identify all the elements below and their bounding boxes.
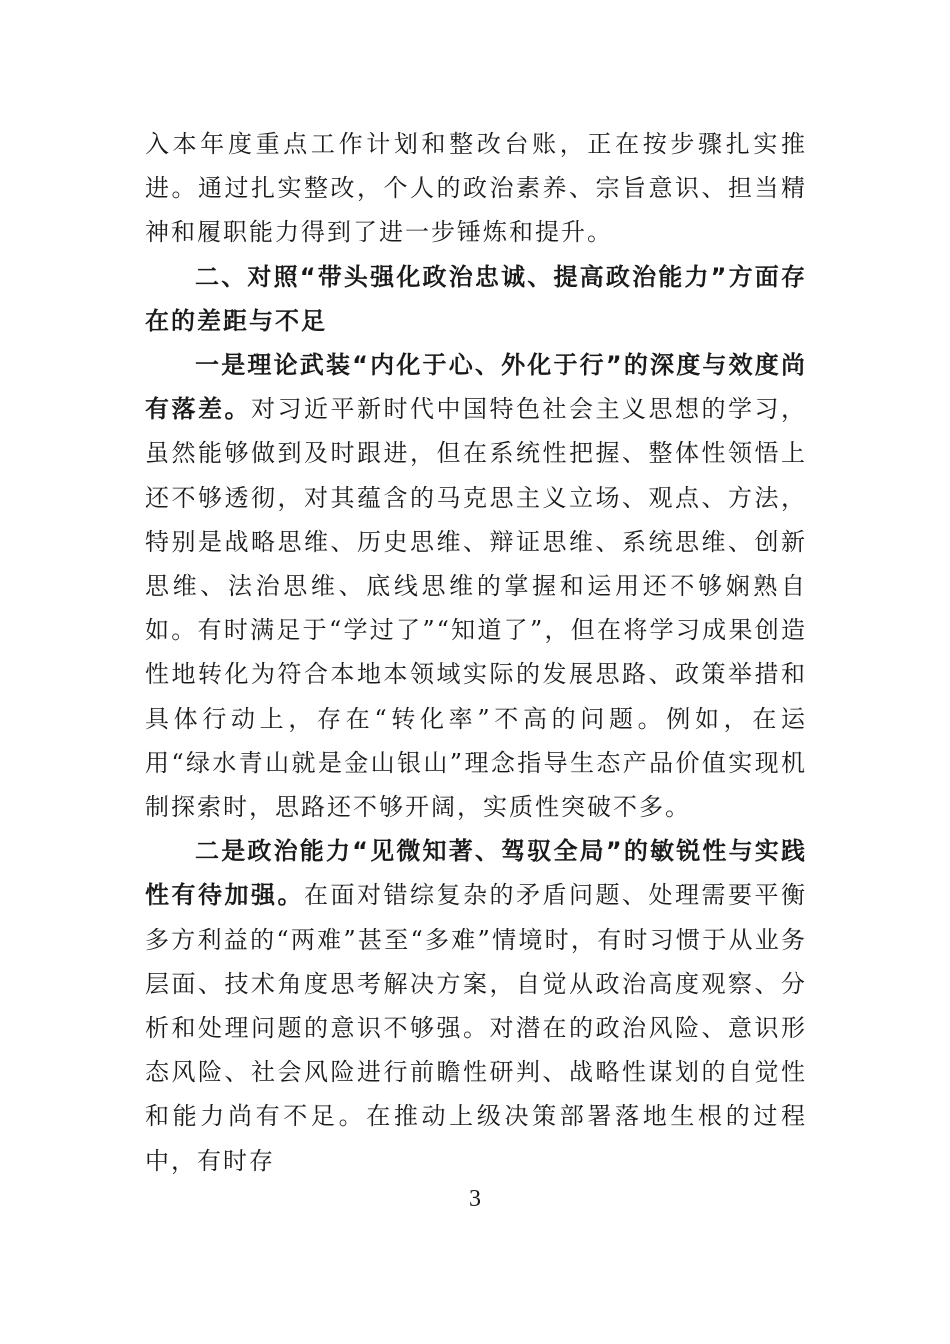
document-body	[145, 122, 807, 1183]
paragraph-continuation: 入本年度重点工作计划和整改台账，正在按步骤扎实推进。通过扎实整改，个人的政治素养、宗旨意识、担当精神和履职能力得到了进一步锤炼和提升。	[145, 130, 807, 247]
section-heading: 二、对照“带头强化政治忠诚、提高政治能力”方面存在的差距与不足	[145, 262, 807, 335]
paragraph-point-1	[145, 343, 807, 829]
point-2-lead: 二是政治能力“见微知著、驾驭全局”的敏锐性与实践性有待加强。	[145, 837, 807, 910]
point-2-body: 在面对错综复杂的矛盾问题、处理需要平衡多方利益的“两难”甚至“多难”情境时，有时习惯于从业务层面、技术角度思考解决方案，自觉从政治高度观察、分析和处理问题的意识不够强。对潜在的政治风险、意识形态风险、社会风险进行前瞻性研判、战略性谋划的自觉性和能力尚有不足。在推动上级决策部署落地生根的过程中，有时存	[145, 881, 807, 1175]
paragraph-point-2	[145, 829, 807, 1183]
point-1-lead: 一是理论武装“内化于心、外化于行”的深度与效度尚有落差。	[145, 351, 807, 424]
point-1-body: 对习近平新时代中国特色社会主义思想的学习，虽然能够做到及时跟进，但在系统性把握、整体性领悟上还不够透彻，对其蕴含的马克思主义立场、观点、方法，特别是战略思维、历史思维、辩证思维、系统思维、创新思维、法治思维、底线思维的掌握和运用还不够娴熟自如。有时满足于“学过了”“知道了”，但在将学习成果创造性地转化为符合本地本领域实际的发展思路、政策举措和具体行动上，存在“转化率”不高的问题。例如，在运用“绿水青山就是金山银山”理念指导生态产品价值实现机制探索时，思路还不够开阔，实质性突破不多。	[145, 395, 807, 822]
page-number: 3	[469, 1186, 481, 1212]
